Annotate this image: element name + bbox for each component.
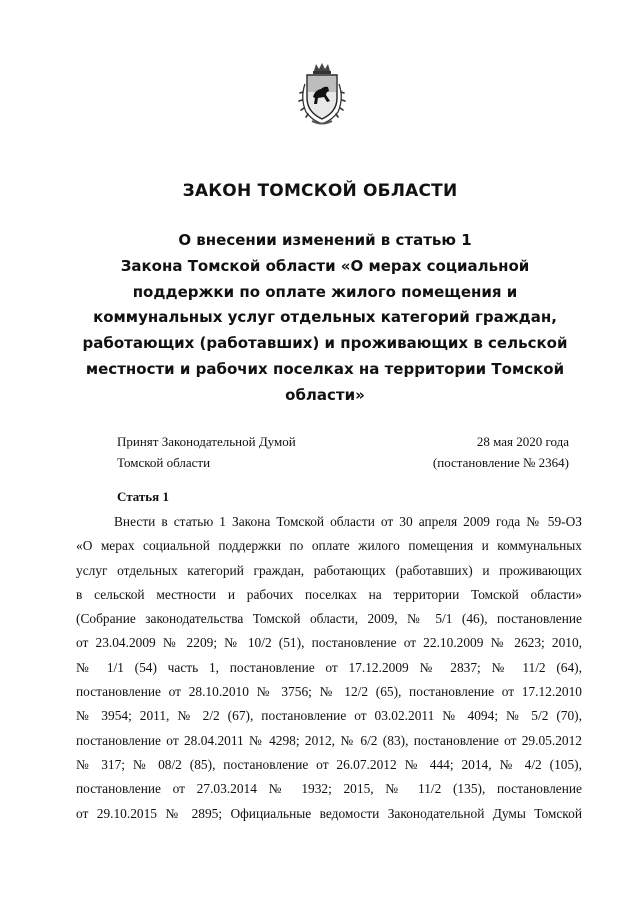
subject-line: местности и рабочих поселках на территории Томской [85, 359, 565, 378]
subject-line: О внесении изменений в статью 1 [178, 231, 472, 249]
body-line: в сельской местности и рабочих поселках на территории Томской области» [76, 586, 582, 602]
body-line: Внести в статью 1 Закона Томской области от 30 апреля 2009 года № 59-ОЗ [114, 514, 582, 529]
body-line: (Собрание законодательства Томской области, 2009, № 5/1 (46), постановление [76, 611, 582, 627]
article-body [76, 510, 582, 826]
body-line: услуг отдельных категорий граждан, работающих (работавших) и проживающих [76, 562, 582, 578]
body-line: № 3954; 2011, № 2/2 (67), постановление от 03.02.2011 № 4094; № 5/2 (70), [76, 708, 582, 724]
adopted-by-block [117, 431, 296, 473]
article-heading: Статья 1 [117, 489, 169, 504]
adoption-date-block [433, 431, 569, 473]
body-line: постановление от 28.10.2010 № 3756; № 12/2 (65), постановление от 17.12.2010 [76, 684, 582, 700]
adopted-by-line: Принят Законодательной Думой [117, 434, 296, 449]
subject-line: Закона Томской области «О мерах социальной [120, 256, 530, 275]
body-line: постановление от 27.03.2014 № 1932; 2015, № 11/2 (135), постановление [76, 781, 582, 797]
subject-line: коммунальных услуг отдельных категорий граждан, [93, 308, 557, 327]
body-line: от 23.04.2009 № 2209; № 10/2 (51), постановление от 22.10.2009 № 2623; 2010, [76, 635, 582, 651]
subject-line: поддержки по оплате жилого помещения и [132, 282, 518, 301]
body-line: № 1/1 (54) часть 1, постановление от 17.12.2009 № 2837; № 11/2 (64), [76, 659, 582, 675]
body-line: от 29.10.2015 № 2895; Официальные ведомости Законодательной Думы Томской [76, 805, 582, 821]
resolution-number: (постановление № 2364) [432, 455, 569, 470]
body-line: «О мерах социальной поддержки по оплате жилого помещения и коммунальных [76, 538, 582, 554]
law-title: ЗАКОН ТОМСКОЙ ОБЛАСТИ [182, 181, 458, 201]
body-line: постановление от 28.04.2011 № 4298; 2012, № 6/2 (83), постановление от 29.05.2012 [76, 732, 582, 748]
tomsk-coat-of-arms-icon [298, 62, 346, 126]
body-line: № 317; № 08/2 (85), постановление от 26.07.2012 № 444; 2014, № 4/2 (105), [76, 756, 582, 772]
law-subject-title [60, 228, 590, 409]
subject-line: работающих (работавших) и проживающих в сельской [82, 334, 568, 353]
adopted-by-line: Томской области [117, 455, 211, 470]
adoption-date: 28 мая 2020 года [476, 434, 569, 449]
subject-line: области» [285, 385, 365, 404]
